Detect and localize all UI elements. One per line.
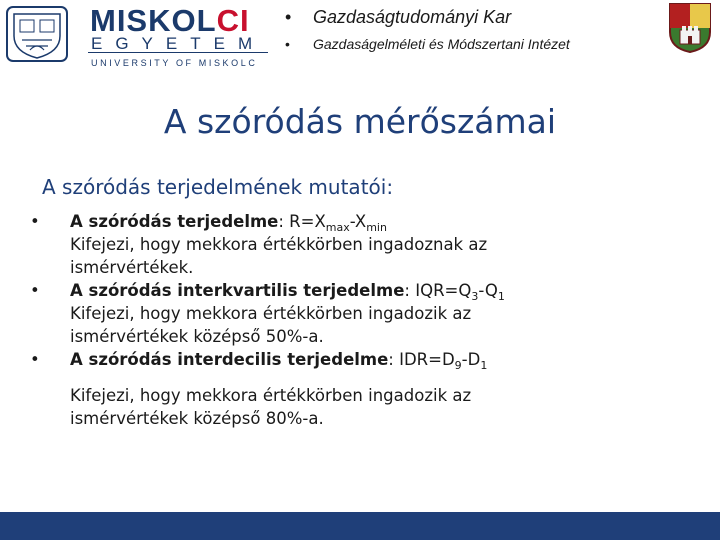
- content-list: [30, 210, 590, 430]
- item-term: A szóródás interdecilis terjedelme: [70, 350, 389, 369]
- faculty-name: [285, 7, 511, 28]
- item-formula-mid: -D: [461, 350, 481, 369]
- item-formula-sub2: min: [366, 221, 387, 234]
- institute-name: [285, 36, 570, 52]
- item-heading: [70, 210, 590, 233]
- logo-university-name: UNIVERSITY OF MISKOLC: [91, 58, 258, 68]
- bullet-icon: •: [285, 7, 292, 27]
- faculty-label: Gazdaságtudományi Kar: [313, 7, 512, 27]
- logo-word-left: MISKOL: [90, 3, 217, 38]
- list-item: [30, 210, 590, 279]
- item-formula-prefix: : R=X: [278, 212, 326, 231]
- item-description: Kifejezi, hogy mekkora értékkörben ingadozik az ismérvértékek középső 80%-a.: [70, 386, 472, 428]
- item-heading: [70, 279, 590, 302]
- bullet-icon: •: [285, 36, 290, 52]
- header: [0, 0, 720, 76]
- institute-label: Gazdaságelméleti és Módszertani Intézet: [313, 36, 570, 52]
- item-formula-sub2: 1: [497, 290, 505, 303]
- item-formula-mid: -X: [349, 212, 367, 231]
- item-formula-sub2: 1: [480, 359, 488, 372]
- item-description: Kifejezi, hogy mekkora értékkörben ingadoznak az ismérvértékek.: [70, 235, 488, 277]
- city-coat-of-arms-icon: [668, 2, 712, 54]
- item-formula-prefix: : IDR=D: [388, 350, 455, 369]
- item-formula-sub1: max: [325, 221, 350, 234]
- page-title: A szóródás mérőszámai: [163, 102, 557, 141]
- item-formula-sub1: 3: [471, 290, 479, 303]
- bullet-icon: •: [30, 212, 40, 231]
- logo-word-right: CI: [216, 3, 250, 38]
- list-item: [30, 348, 590, 430]
- item-formula-prefix: : IQR=Q: [404, 281, 472, 300]
- item-formula-sub1: 9: [454, 359, 462, 372]
- item-term: A szóródás interkvartilis terjedelme: [70, 281, 405, 300]
- university-crest-icon: [6, 6, 68, 62]
- section-subtitle: A szóródás terjedelmének mutatói:: [42, 175, 394, 199]
- bullet-icon: •: [30, 281, 40, 300]
- item-description: Kifejezi, hogy mekkora értékkörben ingadozik az ismérvértékek középső 50%-a.: [70, 304, 472, 346]
- footer-bar: [0, 512, 720, 540]
- bullet-icon: •: [30, 350, 40, 369]
- item-term: A szóródás terjedelme: [70, 212, 279, 231]
- item-formula-mid: -Q: [478, 281, 498, 300]
- list-item: [30, 279, 590, 348]
- logo-subword: EGYETEM: [91, 34, 266, 53]
- item-heading: [70, 348, 590, 371]
